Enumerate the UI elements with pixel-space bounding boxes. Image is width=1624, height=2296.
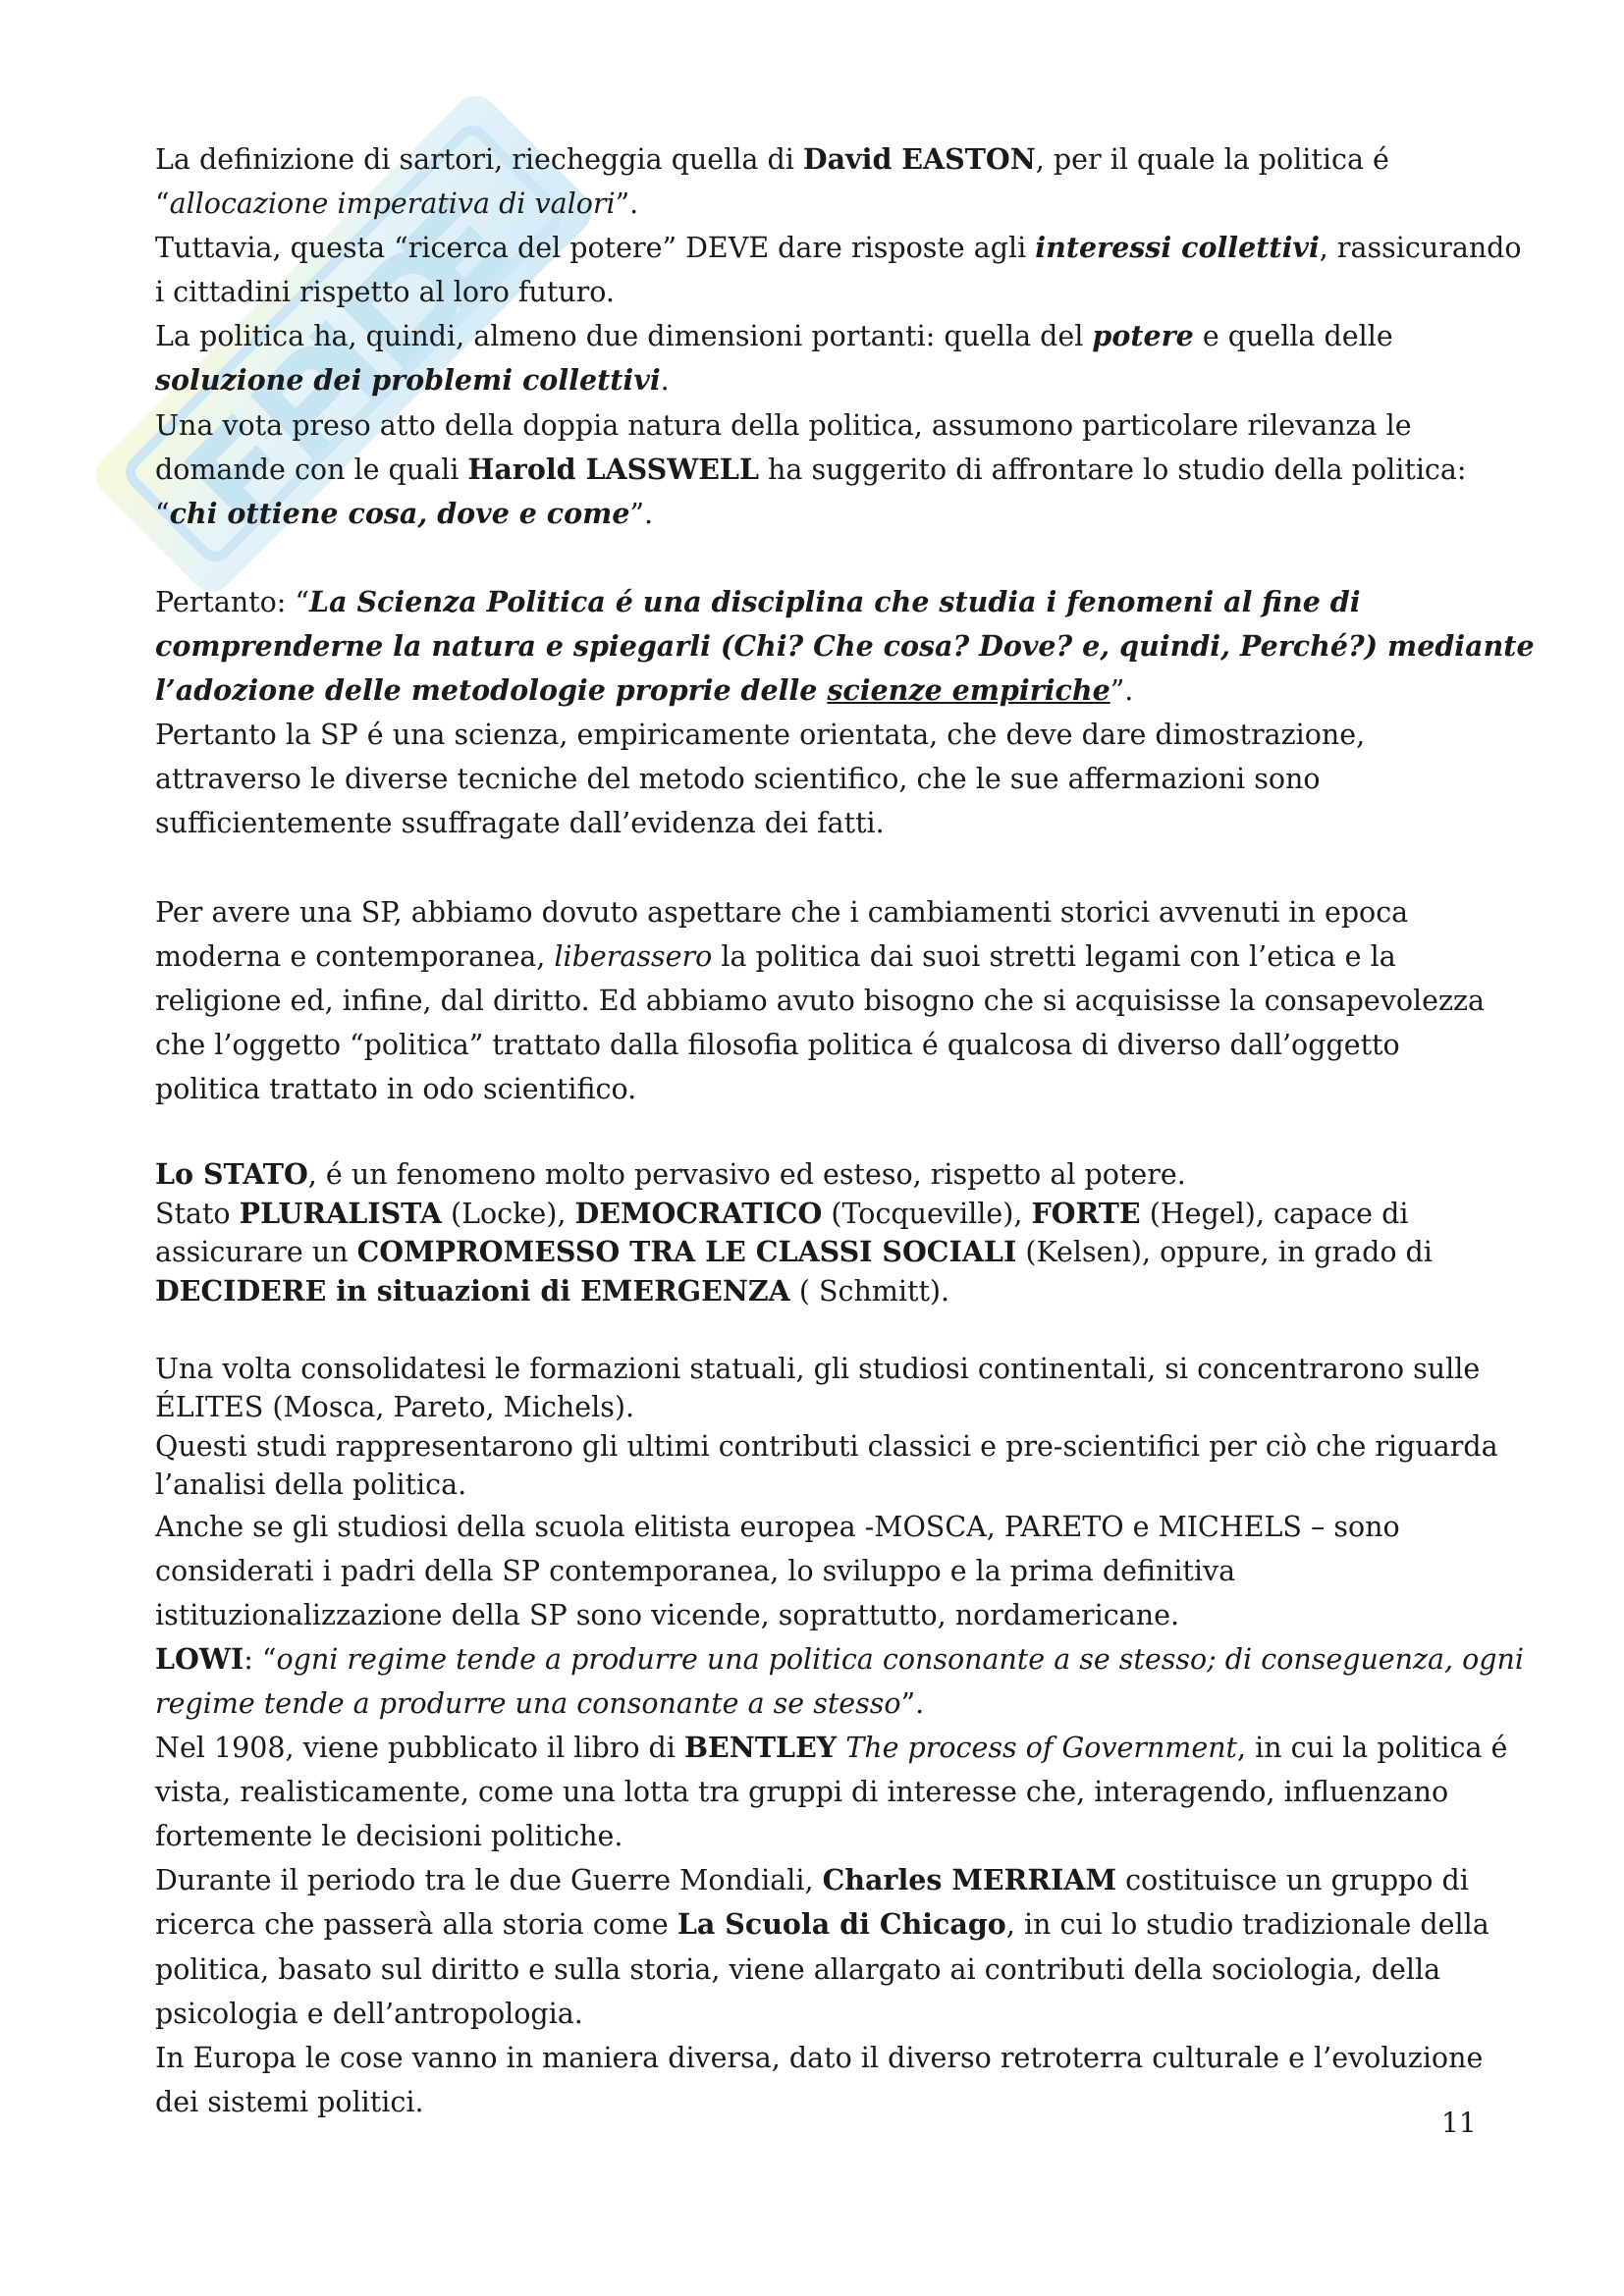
text-line bbox=[155, 1350, 1481, 1389]
text-line bbox=[155, 1067, 1476, 1111]
text-run: istituzionalizzazione della SP sono vicende, soprattutto, nordamericane. bbox=[155, 1598, 1180, 1631]
text-line bbox=[155, 2036, 1484, 2080]
text-line bbox=[155, 1549, 1476, 1593]
text-run: domande con le quali bbox=[155, 453, 468, 486]
text-run: : “ bbox=[244, 1642, 277, 1676]
text-run: sufficientemente ssuffragate dall’evidenza dei fatti. bbox=[155, 807, 885, 840]
text-run: Lo STATO bbox=[155, 1157, 308, 1192]
text-run: ”. bbox=[615, 187, 639, 221]
text-run: , in cui la politica é bbox=[1237, 1732, 1508, 1765]
text-run: considerati i padri della SP contemporanea, lo sviluppo e la prima definitiva bbox=[155, 1554, 1236, 1587]
text-run: Charles MERRIAM bbox=[822, 1863, 1117, 1897]
text-run: dei sistemi politici. bbox=[155, 2085, 424, 2118]
text-run: In Europa le cose vanno in maniera diversa, dato il diverso retroterra culturale e l’evoluzione bbox=[155, 2041, 1484, 2074]
text-run: , é un fenomeno molto pervasivo ed esteso, rispetto al potere. bbox=[307, 1158, 1186, 1192]
text-run: DECIDERE in situazioni di EMERGENZA bbox=[155, 1273, 790, 1308]
text-run: liberassero bbox=[554, 939, 713, 973]
text-line bbox=[155, 1593, 1476, 1637]
text-line bbox=[155, 801, 1476, 845]
text-line bbox=[155, 1637, 1525, 1682]
text-run: , per il quale la politica é bbox=[1035, 143, 1389, 176]
text-line bbox=[155, 182, 1476, 226]
text-run: vista, realisticamente, come una lotta tra gruppi di interesse che, interagendo, influenzano bbox=[155, 1776, 1449, 1809]
text-line bbox=[155, 1466, 1476, 1505]
text-run: , rassicurando bbox=[1319, 232, 1522, 265]
text-line bbox=[155, 1195, 1476, 1234]
text-line bbox=[155, 934, 1476, 979]
text-block-intro bbox=[155, 137, 1535, 1111]
text-run: Harold LASSWELL bbox=[467, 452, 759, 486]
text-line bbox=[155, 2080, 1476, 2124]
text-run: ha suggerito di affrontare lo studio della politica: bbox=[759, 453, 1467, 486]
document-page bbox=[155, 137, 1535, 2124]
text-run: potere bbox=[1092, 319, 1194, 353]
text-run: e quella delle bbox=[1193, 320, 1393, 353]
text-run: La definizione di sartori, riecheggia quella di bbox=[155, 143, 803, 176]
text-line bbox=[155, 1233, 1476, 1272]
text-run: ”. bbox=[900, 1686, 925, 1720]
text-run: Una vota preso atto della doppia natura della politica, assumono particolare rilevanza le bbox=[155, 408, 1412, 442]
text-run: Questi studi rappresentarono gli ultimi contributi classici e pre-scientifici per ciò che riguarda bbox=[155, 1429, 1498, 1463]
text-run: ( Schmitt). bbox=[789, 1274, 950, 1308]
text-run: l’adozione delle metodologie proprie delle bbox=[155, 673, 828, 708]
text-line bbox=[155, 1272, 1476, 1311]
text-line bbox=[155, 624, 1535, 668]
text-line bbox=[155, 137, 1476, 182]
text-run: Durante il periodo tra le due Guerre Mondiali, bbox=[155, 1864, 823, 1897]
text-run: The process of Government bbox=[845, 1732, 1238, 1765]
text-run: ”. bbox=[1110, 674, 1134, 708]
text-line bbox=[155, 580, 1476, 624]
text-line bbox=[155, 270, 1476, 314]
text-line bbox=[155, 1682, 1476, 1726]
text-run: Pertanto: “ bbox=[155, 585, 310, 618]
text-line bbox=[155, 1858, 1476, 1902]
text-line bbox=[155, 536, 1476, 580]
text-run: ”. bbox=[629, 497, 654, 530]
text-line bbox=[155, 1310, 1476, 1350]
text-run: La Scienza Politica é una disciplina che studia i fenomeni al fine di bbox=[309, 584, 1361, 618]
text-run: chi ottiene cosa, dove e come bbox=[169, 496, 630, 530]
text-line bbox=[155, 1505, 1476, 1549]
text-run bbox=[837, 1732, 845, 1764]
text-run: La Scuola di Chicago bbox=[677, 1907, 1006, 1942]
text-line bbox=[155, 846, 1476, 890]
text-run: PLURALISTA bbox=[239, 1196, 442, 1230]
text-line bbox=[155, 492, 1476, 536]
text-run: costituisce un gruppo di bbox=[1116, 1864, 1469, 1897]
text-run: (Locke), bbox=[441, 1197, 575, 1230]
text-run: l’analisi della politica. bbox=[155, 1468, 467, 1502]
text-run: LOWI bbox=[155, 1641, 244, 1676]
text-line bbox=[155, 403, 1476, 448]
text-line bbox=[155, 314, 1476, 358]
text-line bbox=[155, 226, 1522, 270]
page-number: 11 bbox=[1441, 2107, 1477, 2139]
text-run: che l’oggetto “politica” trattato dalla filosofia politica é qualcosa di diverso dall’oggetto bbox=[155, 1028, 1400, 1061]
text-block-stato bbox=[155, 1155, 1498, 1505]
text-run: comprenderne la natura e spiegarli (Chi? Che cosa? Dove? e, quindi, Perché?) mediante bbox=[155, 629, 1535, 664]
text-run: attraverso le diverse tecniche del metodo scientifico, che le sue affermazioni sono bbox=[155, 763, 1321, 796]
text-run: moderna e contemporanea, bbox=[155, 939, 555, 973]
text-run: Tuttavia, questa “ricerca del potere” DEVE dare risposte agli bbox=[155, 232, 1036, 265]
text-line bbox=[155, 1770, 1476, 1814]
text-block-history bbox=[155, 1505, 1525, 2124]
text-line bbox=[155, 757, 1476, 801]
text-line bbox=[155, 668, 1476, 713]
text-run: ogni regime tende a produrre una politica consonante a se stesso; di conseguenza, ogni bbox=[276, 1642, 1525, 1676]
text-run: David EASTON bbox=[802, 142, 1036, 176]
text-run: la politica dai suoi stretti legami con l’etica e la bbox=[712, 939, 1396, 973]
text-line bbox=[155, 713, 1476, 757]
text-run: fortemente le decisioni politiche. bbox=[155, 1820, 623, 1853]
text-run: regime tende a produrre una consonante a se stesso bbox=[155, 1686, 901, 1720]
text-line bbox=[155, 1023, 1476, 1067]
text-run: . bbox=[660, 364, 670, 398]
text-line bbox=[155, 1155, 1476, 1195]
text-run: scienze empiriche bbox=[827, 673, 1110, 708]
text-line bbox=[155, 1388, 1476, 1427]
text-run: assicurare un bbox=[155, 1236, 357, 1269]
text-line bbox=[155, 1726, 1508, 1770]
text-line bbox=[155, 1814, 1476, 1858]
text-run: “ bbox=[155, 187, 170, 221]
text-line bbox=[155, 1948, 1476, 1992]
text-run: i cittadini rispetto al loro futuro. bbox=[155, 276, 615, 309]
text-run: politica, basato sul diritto e sulla storia, viene allargato ai contributi della sociologia, della bbox=[155, 1952, 1441, 1986]
text-run: La politica ha, quindi, almeno due dimensioni portanti: quella del bbox=[155, 320, 1093, 353]
text-line bbox=[155, 358, 1476, 402]
text-run: DEMOCRATICO bbox=[574, 1196, 823, 1230]
text-line bbox=[155, 890, 1476, 934]
text-line bbox=[155, 1902, 1489, 1947]
text-run: Nel 1908, viene pubblicato il libro di bbox=[155, 1732, 684, 1765]
text-run: politica trattato in odo scientifico. bbox=[155, 1072, 637, 1105]
text-line bbox=[155, 1992, 1476, 2036]
text-run: (Hegel), capace di bbox=[1140, 1197, 1409, 1230]
text-run: allocazione imperativa di valori bbox=[169, 187, 616, 221]
text-run: BENTLEY bbox=[683, 1731, 838, 1765]
text-run: “ bbox=[155, 497, 170, 530]
text-run: Una volta consolidatesi le formazioni statuali, gli studiosi continentali, si concentrarono sulle bbox=[155, 1352, 1481, 1385]
text-line bbox=[155, 1427, 1498, 1467]
text-run: psicologia e dell’antropologia. bbox=[155, 1997, 583, 2030]
text-line bbox=[155, 979, 1486, 1023]
text-run: (Tocqueville), bbox=[822, 1197, 1032, 1230]
text-run: Anche se gli studiosi della scuola elitista europea -MOSCA, PARETO e MICHELS – sono bbox=[155, 1510, 1400, 1543]
text-run: (Kelsen), oppure, in grado di bbox=[1016, 1236, 1433, 1269]
text-run: , in cui lo studio tradizionale della bbox=[1005, 1908, 1489, 1942]
text-line bbox=[155, 448, 1476, 492]
text-run: Stato bbox=[155, 1197, 240, 1230]
text-run: Pertanto la SP é una scienza, empiricamente orientata, che deve dare dimostrazione, bbox=[155, 719, 1366, 752]
text-run: interessi collettivi bbox=[1035, 231, 1320, 265]
text-run: ÉLITES (Mosca, Pareto, Michels). bbox=[155, 1391, 635, 1424]
text-run: FORTE bbox=[1031, 1196, 1141, 1230]
text-run: soluzione dei problemi collettivi bbox=[155, 363, 661, 398]
text-run: COMPROMESSO TRA LE CLASSI SOCIALI bbox=[356, 1235, 1017, 1269]
text-run: Per avere una SP, abbiamo dovuto aspettare che i cambiamenti storici avvenuti in epoca bbox=[155, 895, 1409, 929]
text-run: ricerca che passerà alla storia come bbox=[155, 1908, 677, 1942]
text-run: religione ed, infine, dal diritto. Ed abbiamo avuto bisogno che si acquisisse la consapevolezza bbox=[155, 984, 1486, 1017]
